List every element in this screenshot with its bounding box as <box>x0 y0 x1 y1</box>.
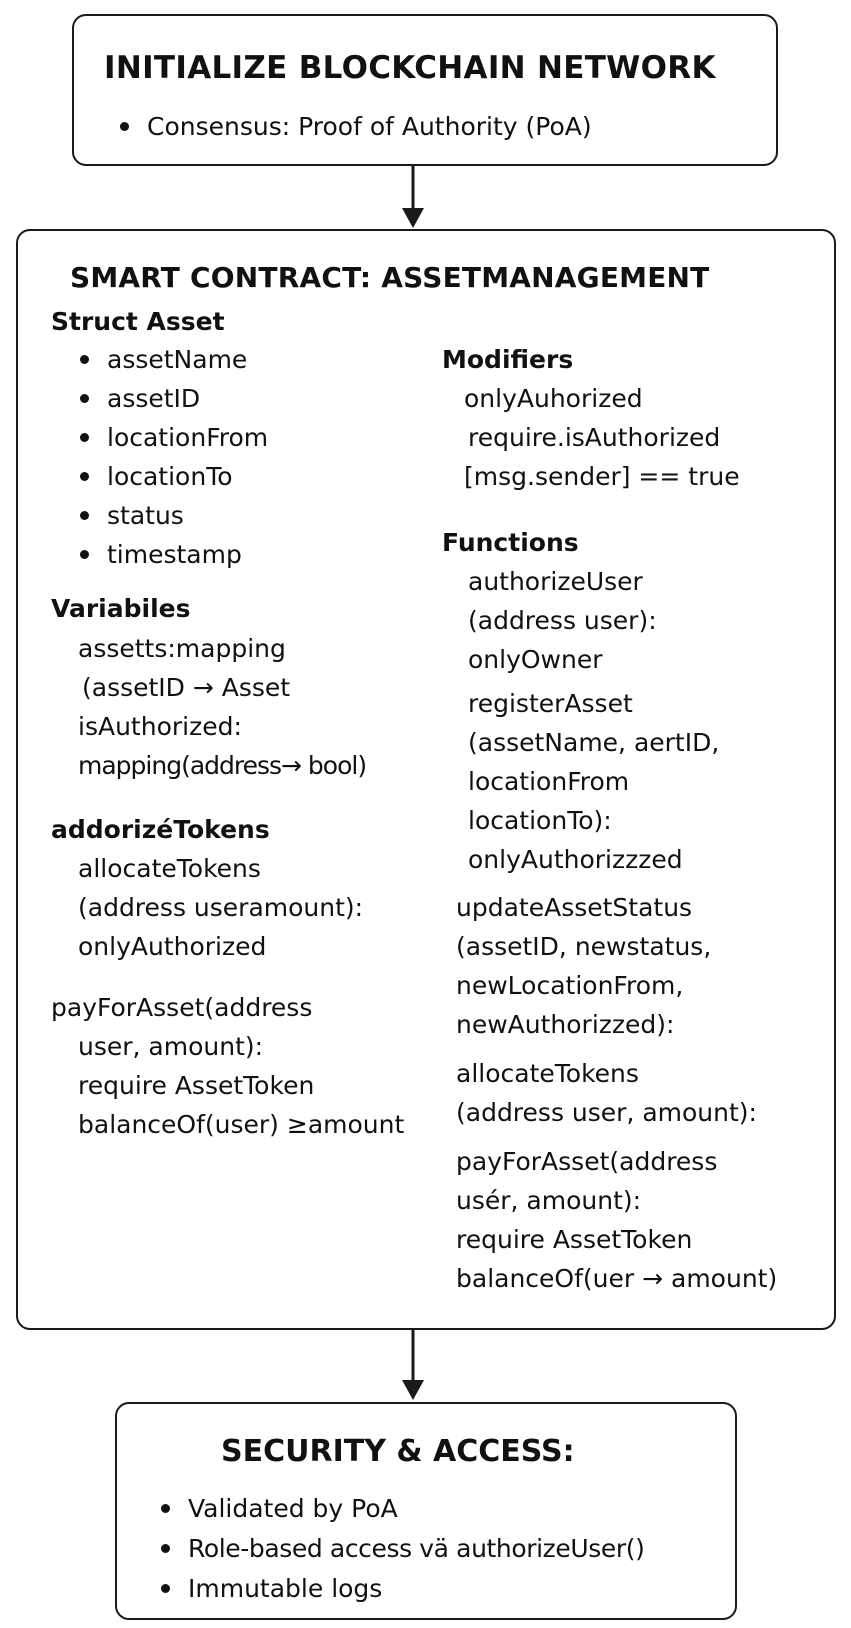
consensus-bullet: Consensus: Proof of Authority (PoA) <box>120 112 592 141</box>
pay-line: payForAsset(address <box>51 993 313 1022</box>
variables-line: assetts:mapping <box>78 634 286 663</box>
function-line: newLocationFrom, <box>456 971 684 1000</box>
pay-line: require AssetToken <box>78 1071 315 1100</box>
variables-line: (assetID → Asset <box>82 673 291 702</box>
function-line: onlyOwner <box>468 645 603 674</box>
variables-line: isAuthorized: <box>78 712 242 741</box>
function-line: balanceOf(uer → amount) <box>456 1264 778 1293</box>
security-access-box <box>115 1402 737 1620</box>
function-line: newAuthorizzed): <box>456 1010 675 1039</box>
pay-line: balanceOf(user) ≥amount <box>78 1110 405 1139</box>
struct-item: locationFrom <box>80 423 268 452</box>
variables-line: mapping(address→ bool) <box>78 751 367 780</box>
initialize-title: INITIALIZE BLOCKCHAIN NETWORK <box>104 50 716 86</box>
initialize-network-box <box>72 14 778 166</box>
function-line: locationTo): <box>468 806 612 835</box>
function-line: (address user): <box>468 606 657 635</box>
struct-item: status <box>80 501 184 530</box>
contract-title: SMART CONTRACT: ASSETMANAGEMENT <box>70 261 710 294</box>
struct-item: timestamp <box>80 540 242 569</box>
tokens-heading: addorizéTokens <box>51 815 270 844</box>
struct-item: assetID <box>80 384 200 413</box>
security-bullet: Immutable logs <box>161 1574 382 1603</box>
struct-item: locationTo <box>80 462 233 491</box>
function-line: require AssetToken <box>456 1225 693 1254</box>
tokens-line: allocateTokens <box>78 854 261 883</box>
struct-item: assetName <box>80 345 247 374</box>
variables-heading: Variabiles <box>51 594 191 623</box>
struct-heading: Struct Asset <box>51 307 225 336</box>
function-line: onlyAuthorizzzed <box>468 845 683 874</box>
security-bullet: Validated by PoA <box>161 1494 398 1523</box>
modifiers-line: [msg.sender] == true <box>464 462 740 491</box>
function-line: (assetName, aertID, <box>468 728 720 757</box>
functions-heading: Functions <box>442 528 579 557</box>
security-bullet: Role-based access vä authorizeUser() <box>161 1534 644 1563</box>
security-title: SECURITY & ACCESS: <box>221 1434 575 1469</box>
modifiers-line: onlyAuhorized <box>464 384 643 413</box>
function-line: (assetID, newstatus, <box>456 932 712 961</box>
function-line: payForAsset(address <box>456 1147 718 1176</box>
function-line: allocateTokens <box>456 1059 639 1088</box>
tokens-line: (address useramount): <box>78 893 364 922</box>
function-line: registerAsset <box>468 689 633 718</box>
modifiers-heading: Modifiers <box>442 345 574 374</box>
pay-line: user, amount): <box>78 1032 264 1061</box>
function-line: (address user, amount): <box>456 1098 757 1127</box>
smart-contract-box <box>16 229 836 1330</box>
function-line: locationFrom <box>468 767 630 796</box>
function-line: updateAssetStatus <box>456 893 693 922</box>
arrow-down-icon <box>398 1330 428 1402</box>
tokens-line: onlyAuthorized <box>78 932 267 961</box>
arrow-down-icon <box>398 166 428 230</box>
function-line: authorizeUser <box>468 567 643 596</box>
modifiers-line: require.isAuthorized <box>468 423 721 452</box>
function-line: usér, amount): <box>456 1186 642 1215</box>
